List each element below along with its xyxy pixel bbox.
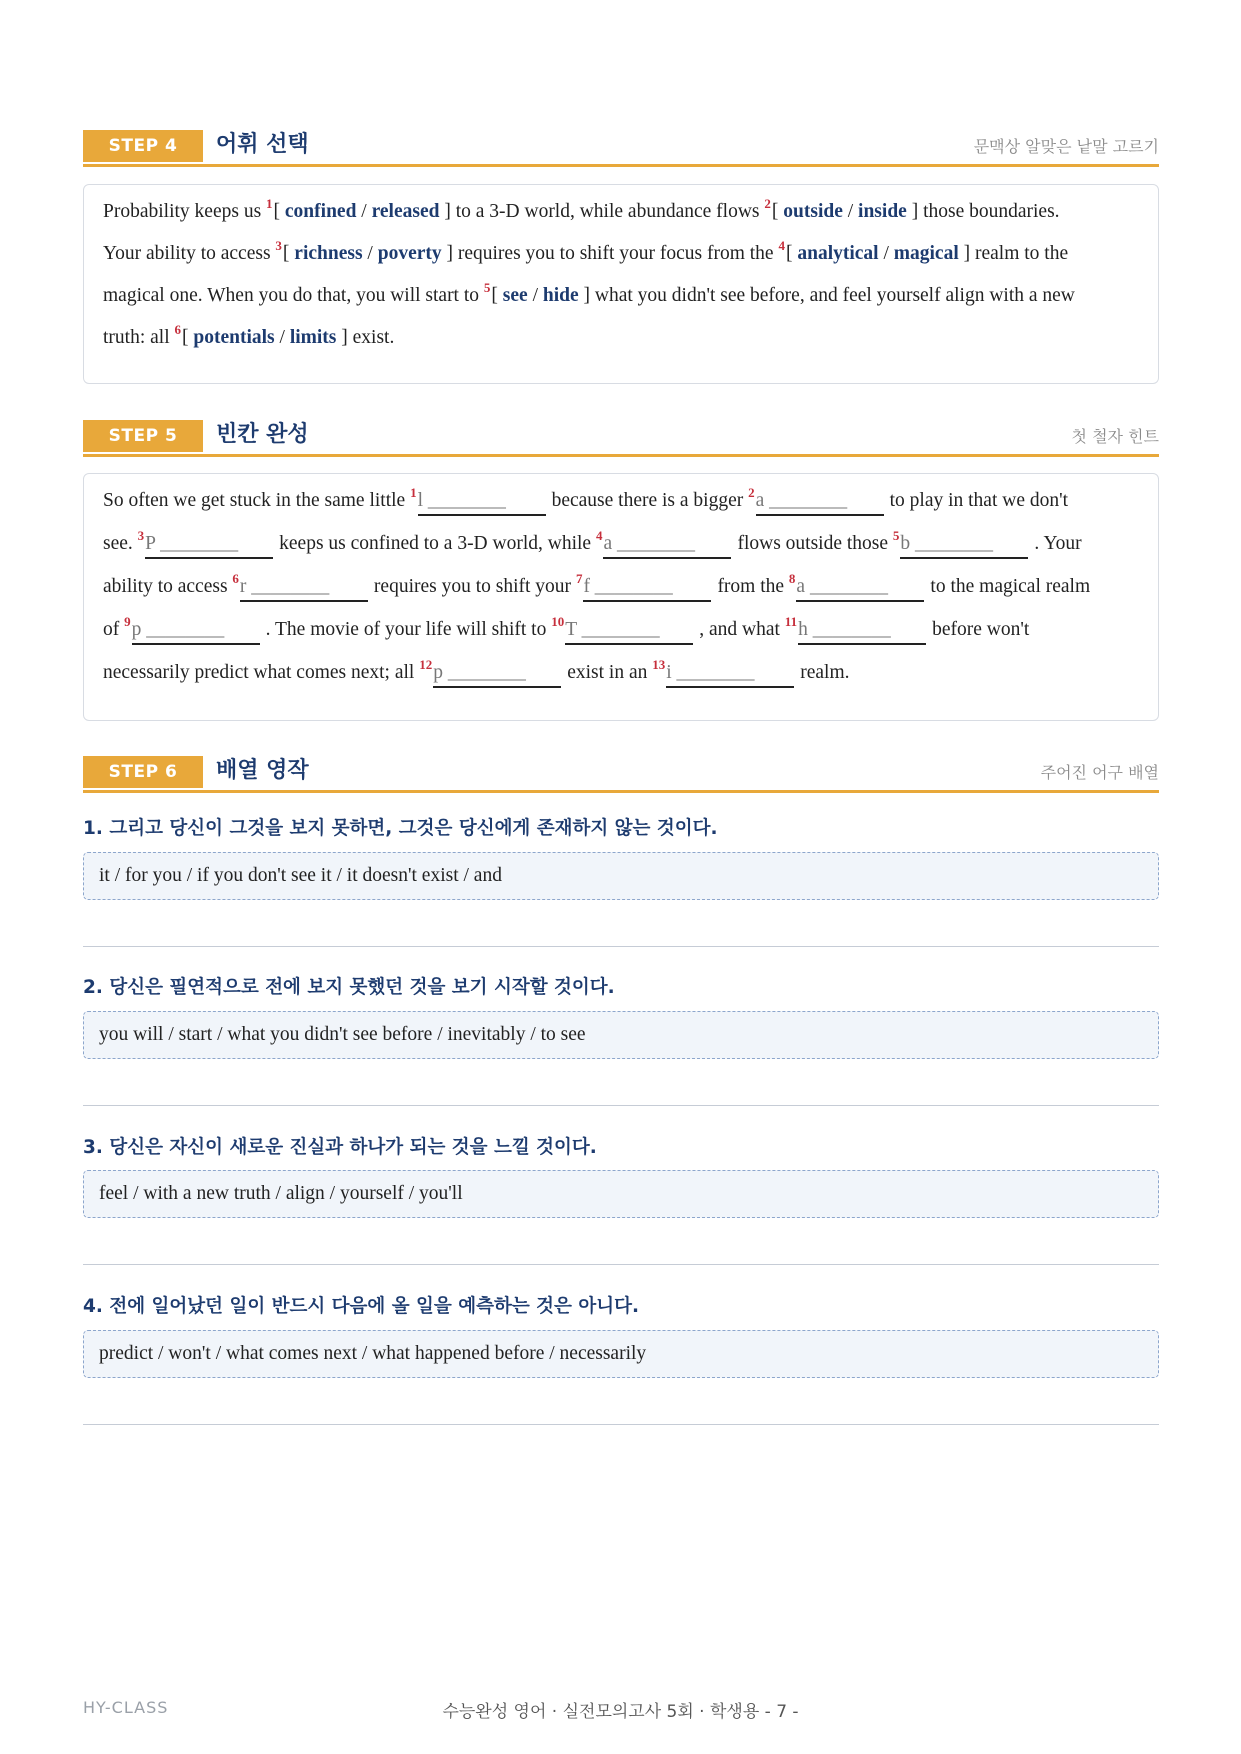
fill-in-blank[interactable] [756, 490, 884, 516]
passage-text: / [356, 201, 372, 222]
item-number: 4 [778, 238, 785, 253]
passage-text: [ [282, 243, 295, 264]
blank-hint: a ________ [796, 576, 888, 597]
passage-text: . The movie of your life will shift to [265, 619, 552, 640]
passage-text: / [362, 243, 378, 264]
passage-text: ] to a 3-D world, while abundance flows [439, 201, 765, 222]
question-3-answer-line[interactable] [83, 1264, 1159, 1265]
word-option[interactable]: limits [289, 327, 337, 348]
question-1-prompt: 1. 그리고 당신이 그것을 보지 못하면, 그것은 당신에게 존재하지 않는 것이다. [83, 818, 718, 839]
word-option[interactable]: magical [893, 243, 959, 264]
passage-text: magical one. When you do that, you will start to [103, 285, 484, 306]
fill-in-blank[interactable] [666, 662, 794, 688]
item-number: 3 [137, 528, 145, 543]
passage-text: exist in an [567, 662, 653, 683]
item-number: 7 [575, 571, 583, 586]
fill-in-blank[interactable] [418, 490, 546, 516]
step5-header [83, 420, 1159, 457]
word-option[interactable]: see [502, 285, 528, 306]
question-3-prompt: 3. 당신은 자신이 새로운 진실과 하나가 되는 것을 느낄 것이다. [83, 1137, 597, 1158]
fill-in-blank[interactable] [900, 533, 1028, 559]
passage-text: before won't [932, 619, 1030, 640]
blank-hint: f ________ [583, 576, 673, 597]
fill-in-blank[interactable] [240, 576, 368, 602]
step6-title: 배열 영작 [216, 758, 309, 783]
step4-line-1 [103, 196, 1060, 223]
item-number: 4 [595, 528, 603, 543]
passage-text: [ [771, 201, 784, 222]
passage-text: [ [273, 201, 285, 222]
blank-hint: a ________ [755, 490, 848, 511]
question-1-answer-line[interactable] [83, 946, 1159, 947]
passage-text: ] realm to the [958, 243, 1069, 264]
step5-line-1 [103, 485, 1069, 516]
step4-hint: 문맥상 알맞은 낱말 고르기 [973, 137, 1159, 156]
item-number: 2 [764, 196, 771, 211]
fill-in-blank[interactable] [798, 619, 926, 645]
passage-text: of [103, 619, 125, 640]
fill-in-blank[interactable] [145, 533, 273, 559]
word-option[interactable]: richness [294, 243, 363, 264]
passage-text: / [878, 243, 894, 264]
blank-hint: a ________ [603, 533, 695, 554]
blank-hint: P ________ [145, 533, 239, 554]
passage-text: Probability keeps us [103, 201, 267, 222]
step5-title: 빈칸 완성 [216, 422, 309, 447]
item-number: 1 [266, 196, 273, 211]
step4-line-2 [103, 238, 1069, 265]
step4-badge: STEP 4 [83, 130, 203, 162]
item-number: 1 [410, 485, 417, 500]
passage-text: [ [491, 285, 503, 306]
word-option[interactable]: confined [284, 201, 357, 222]
step4-passage-box [83, 184, 1159, 384]
item-number: 13 [652, 657, 666, 672]
passage-text: to play in that we don't [889, 490, 1069, 511]
question-4-answer-line[interactable] [83, 1424, 1159, 1425]
item-number: 3 [275, 238, 282, 253]
question-2-word-bank: you will / start / what you didn't see before / inevitably / to see [83, 1011, 1159, 1059]
blank-hint: r ________ [239, 576, 330, 597]
word-option[interactable]: released [371, 201, 440, 222]
item-number: 10 [551, 614, 565, 629]
blank-hint: p ________ [131, 619, 225, 640]
question-2-prompt: 2. 당신은 필연적으로 전에 보지 못했던 것을 보기 시작할 것이다. [83, 977, 615, 998]
footer-brand: HY-CLASS [83, 1698, 169, 1717]
blank-hint: l ________ [417, 490, 506, 511]
word-option[interactable]: analytical [797, 243, 879, 264]
question-1-word-bank: it / for you / if you don't see it / it doesn't exist / and [83, 852, 1159, 900]
fill-in-blank[interactable] [796, 576, 924, 602]
passage-text: truth: all [103, 327, 175, 348]
word-option[interactable]: poverty [377, 243, 442, 264]
passage-text: . Your [1034, 533, 1082, 554]
step5-line-4 [103, 614, 1030, 645]
item-number: 12 [419, 657, 433, 672]
item-number: 11 [784, 614, 798, 629]
step4-header [83, 130, 1159, 167]
step4-line-3 [103, 280, 1075, 307]
blank-hint: h ________ [798, 619, 891, 640]
question-4-word-bank: predict / won't / what comes next / what happened before / necessarily [83, 1330, 1159, 1378]
passage-text: necessarily predict what comes next; all [103, 662, 420, 683]
passage-text: , and what [699, 619, 785, 640]
passage-text: flows outside those [737, 533, 893, 554]
passage-text: ] those boundaries. [906, 201, 1060, 222]
passage-text: requires you to shift your [373, 576, 576, 597]
step5-line-2 [103, 528, 1082, 559]
step6-header [83, 756, 1159, 793]
fill-in-blank[interactable] [603, 533, 731, 559]
passage-text: [ [785, 243, 798, 264]
item-number: 5 [483, 280, 491, 295]
fill-in-blank[interactable] [132, 619, 260, 645]
item-number: 8 [788, 571, 796, 586]
question-3-word-bank: feel / with a new truth / align / yourself / you'll [83, 1170, 1159, 1218]
passage-text: ] exist. [336, 327, 395, 348]
word-option[interactable]: potentials [193, 327, 275, 348]
item-number: 5 [892, 528, 900, 543]
step6-hint: 주어진 어구 배열 [1040, 763, 1159, 782]
passage-text: [ [182, 327, 194, 348]
step5-line-5 [103, 657, 850, 688]
passage-text: ability to access [103, 576, 233, 597]
passage-text: / [527, 285, 543, 306]
passage-text: Your ability to access [103, 243, 276, 264]
passage-text: see. [103, 533, 138, 554]
passage-text: So often we get stuck in the same little [103, 490, 411, 511]
passage-text: to the magical realm [930, 576, 1091, 597]
step4-title: 어휘 선택 [216, 132, 309, 157]
word-option[interactable]: outside [783, 201, 843, 222]
blank-hint: p ________ [433, 662, 526, 683]
blank-hint: b ________ [900, 533, 994, 554]
footer-page-info: 수능완성 영어 · 실전모의고사 5회 · 학생용 - 7 - [442, 1702, 799, 1722]
passage-text: realm. [800, 662, 850, 683]
step6-badge: STEP 6 [83, 756, 203, 788]
step5-hint: 첫 철자 힌트 [1071, 427, 1159, 446]
question-4-prompt: 4. 전에 일어났던 일이 반드시 다음에 올 일을 예측하는 것은 아니다. [83, 1296, 639, 1317]
question-2-answer-line[interactable] [83, 1105, 1159, 1106]
step4-line-4 [103, 322, 395, 349]
item-number: 6 [174, 322, 181, 337]
item-number: 2 [748, 485, 755, 500]
blank-hint: T ________ [565, 619, 660, 640]
fill-in-blank[interactable] [583, 576, 711, 602]
passage-text: / [274, 327, 290, 348]
step5-passage-box [83, 473, 1159, 721]
passage-text: keeps us confined to a 3-D world, while [279, 533, 596, 554]
item-number: 6 [232, 571, 239, 586]
step5-badge: STEP 5 [83, 420, 203, 452]
word-option[interactable]: inside [858, 201, 907, 222]
word-option[interactable]: hide [542, 285, 579, 306]
passage-text: / [842, 201, 859, 222]
item-number: 9 [124, 614, 131, 629]
passage-text: ] requires you to shift your focus from the [441, 243, 779, 264]
passage-text: because there is a bigger [551, 490, 749, 511]
blank-hint: i ________ [666, 662, 755, 683]
fill-in-blank[interactable] [565, 619, 693, 645]
passage-text: from the [717, 576, 789, 597]
step5-line-3 [103, 571, 1091, 602]
passage-text: ] what you didn't see before, and feel yourself align with a new [578, 285, 1075, 306]
fill-in-blank[interactable] [433, 662, 561, 688]
